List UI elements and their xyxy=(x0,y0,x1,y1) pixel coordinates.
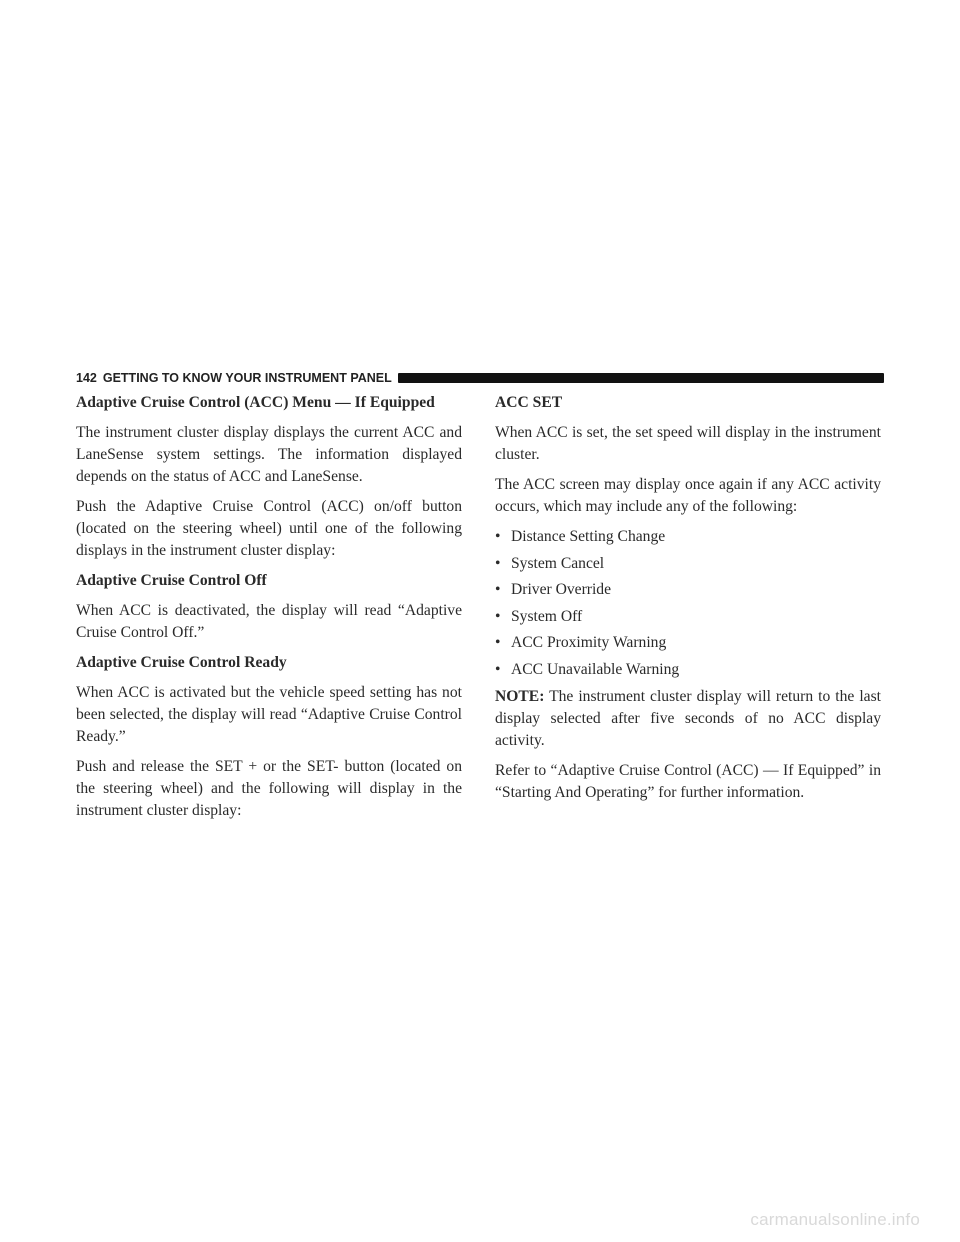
header-rule xyxy=(398,373,884,383)
heading-acc-menu: Adaptive Cruise Control (ACC) Menu — If Equipped xyxy=(76,394,435,411)
heading-acc-set: ACC SET xyxy=(495,394,563,411)
note-paragraph xyxy=(495,686,881,752)
page-header xyxy=(76,370,884,386)
right-column xyxy=(495,392,881,812)
bullet-icon: • xyxy=(495,581,501,599)
note-label: NOTE: xyxy=(495,687,545,705)
bullet-icon: • xyxy=(495,660,501,678)
list-item: • Driver Override xyxy=(495,579,881,601)
acc-activity-list xyxy=(495,526,881,681)
note-text: The instrument cluster display will return to the last display selected after five seconds of no ACC display activity. xyxy=(495,687,881,749)
heading-acc-ready: Adaptive Cruise Control Ready xyxy=(76,654,287,671)
list-item: • System Cancel xyxy=(495,553,881,575)
watermark: carmanualsonline.info xyxy=(750,1210,920,1229)
paragraph-acc-ready: When ACC is activated but the vehicle speed setting has not been selected, the display will read “Adaptive Cruise Control Ready.” xyxy=(76,684,462,745)
paragraph-acc-off: When ACC is deactivated, the display will read “Adaptive Cruise Control Off.” xyxy=(76,602,462,641)
left-column xyxy=(76,392,462,830)
list-item: • System Off xyxy=(495,606,881,628)
paragraph-acc-screen: The ACC screen may display once again if any ACC activity occurs, which may include any of the following: xyxy=(495,476,881,515)
section-title: GETTING TO KNOW YOUR INSTRUMENT PANEL xyxy=(102,371,392,385)
paragraph-refer: Refer to “Adaptive Cruise Control (ACC) — If Equipped” in “Starting And Operating” for further information. xyxy=(495,761,881,801)
paragraph-push-button: Push the Adaptive Cruise Control (ACC) on/off button (located on the steering wheel) until one of the following displays in the instrument cluster display: xyxy=(76,498,462,559)
bullet-icon: • xyxy=(495,554,501,572)
list-item: • Distance Setting Change xyxy=(495,526,881,548)
page-number: 142 xyxy=(76,371,97,385)
paragraph-acc-set: When ACC is set, the set speed will display in the instrument cluster. xyxy=(495,424,881,463)
heading-acc-off: Adaptive Cruise Control Off xyxy=(76,572,267,589)
paragraph-cluster-display: The instrument cluster display displays the current ACC and LaneSense system settings. The information displayed depends on the status of ACC and LaneSense. xyxy=(76,424,462,485)
list-item: • ACC Proximity Warning xyxy=(495,632,881,654)
bullet-icon: • xyxy=(495,634,501,652)
list-item: • ACC Unavailable Warning xyxy=(495,659,881,681)
bullet-icon: • xyxy=(495,528,501,545)
bullet-icon: • xyxy=(495,607,501,625)
paragraph-set-button: Push and release the SET + or the SET- button (located on the steering wheel) and the following will display in the instrument cluster display: xyxy=(76,758,462,819)
